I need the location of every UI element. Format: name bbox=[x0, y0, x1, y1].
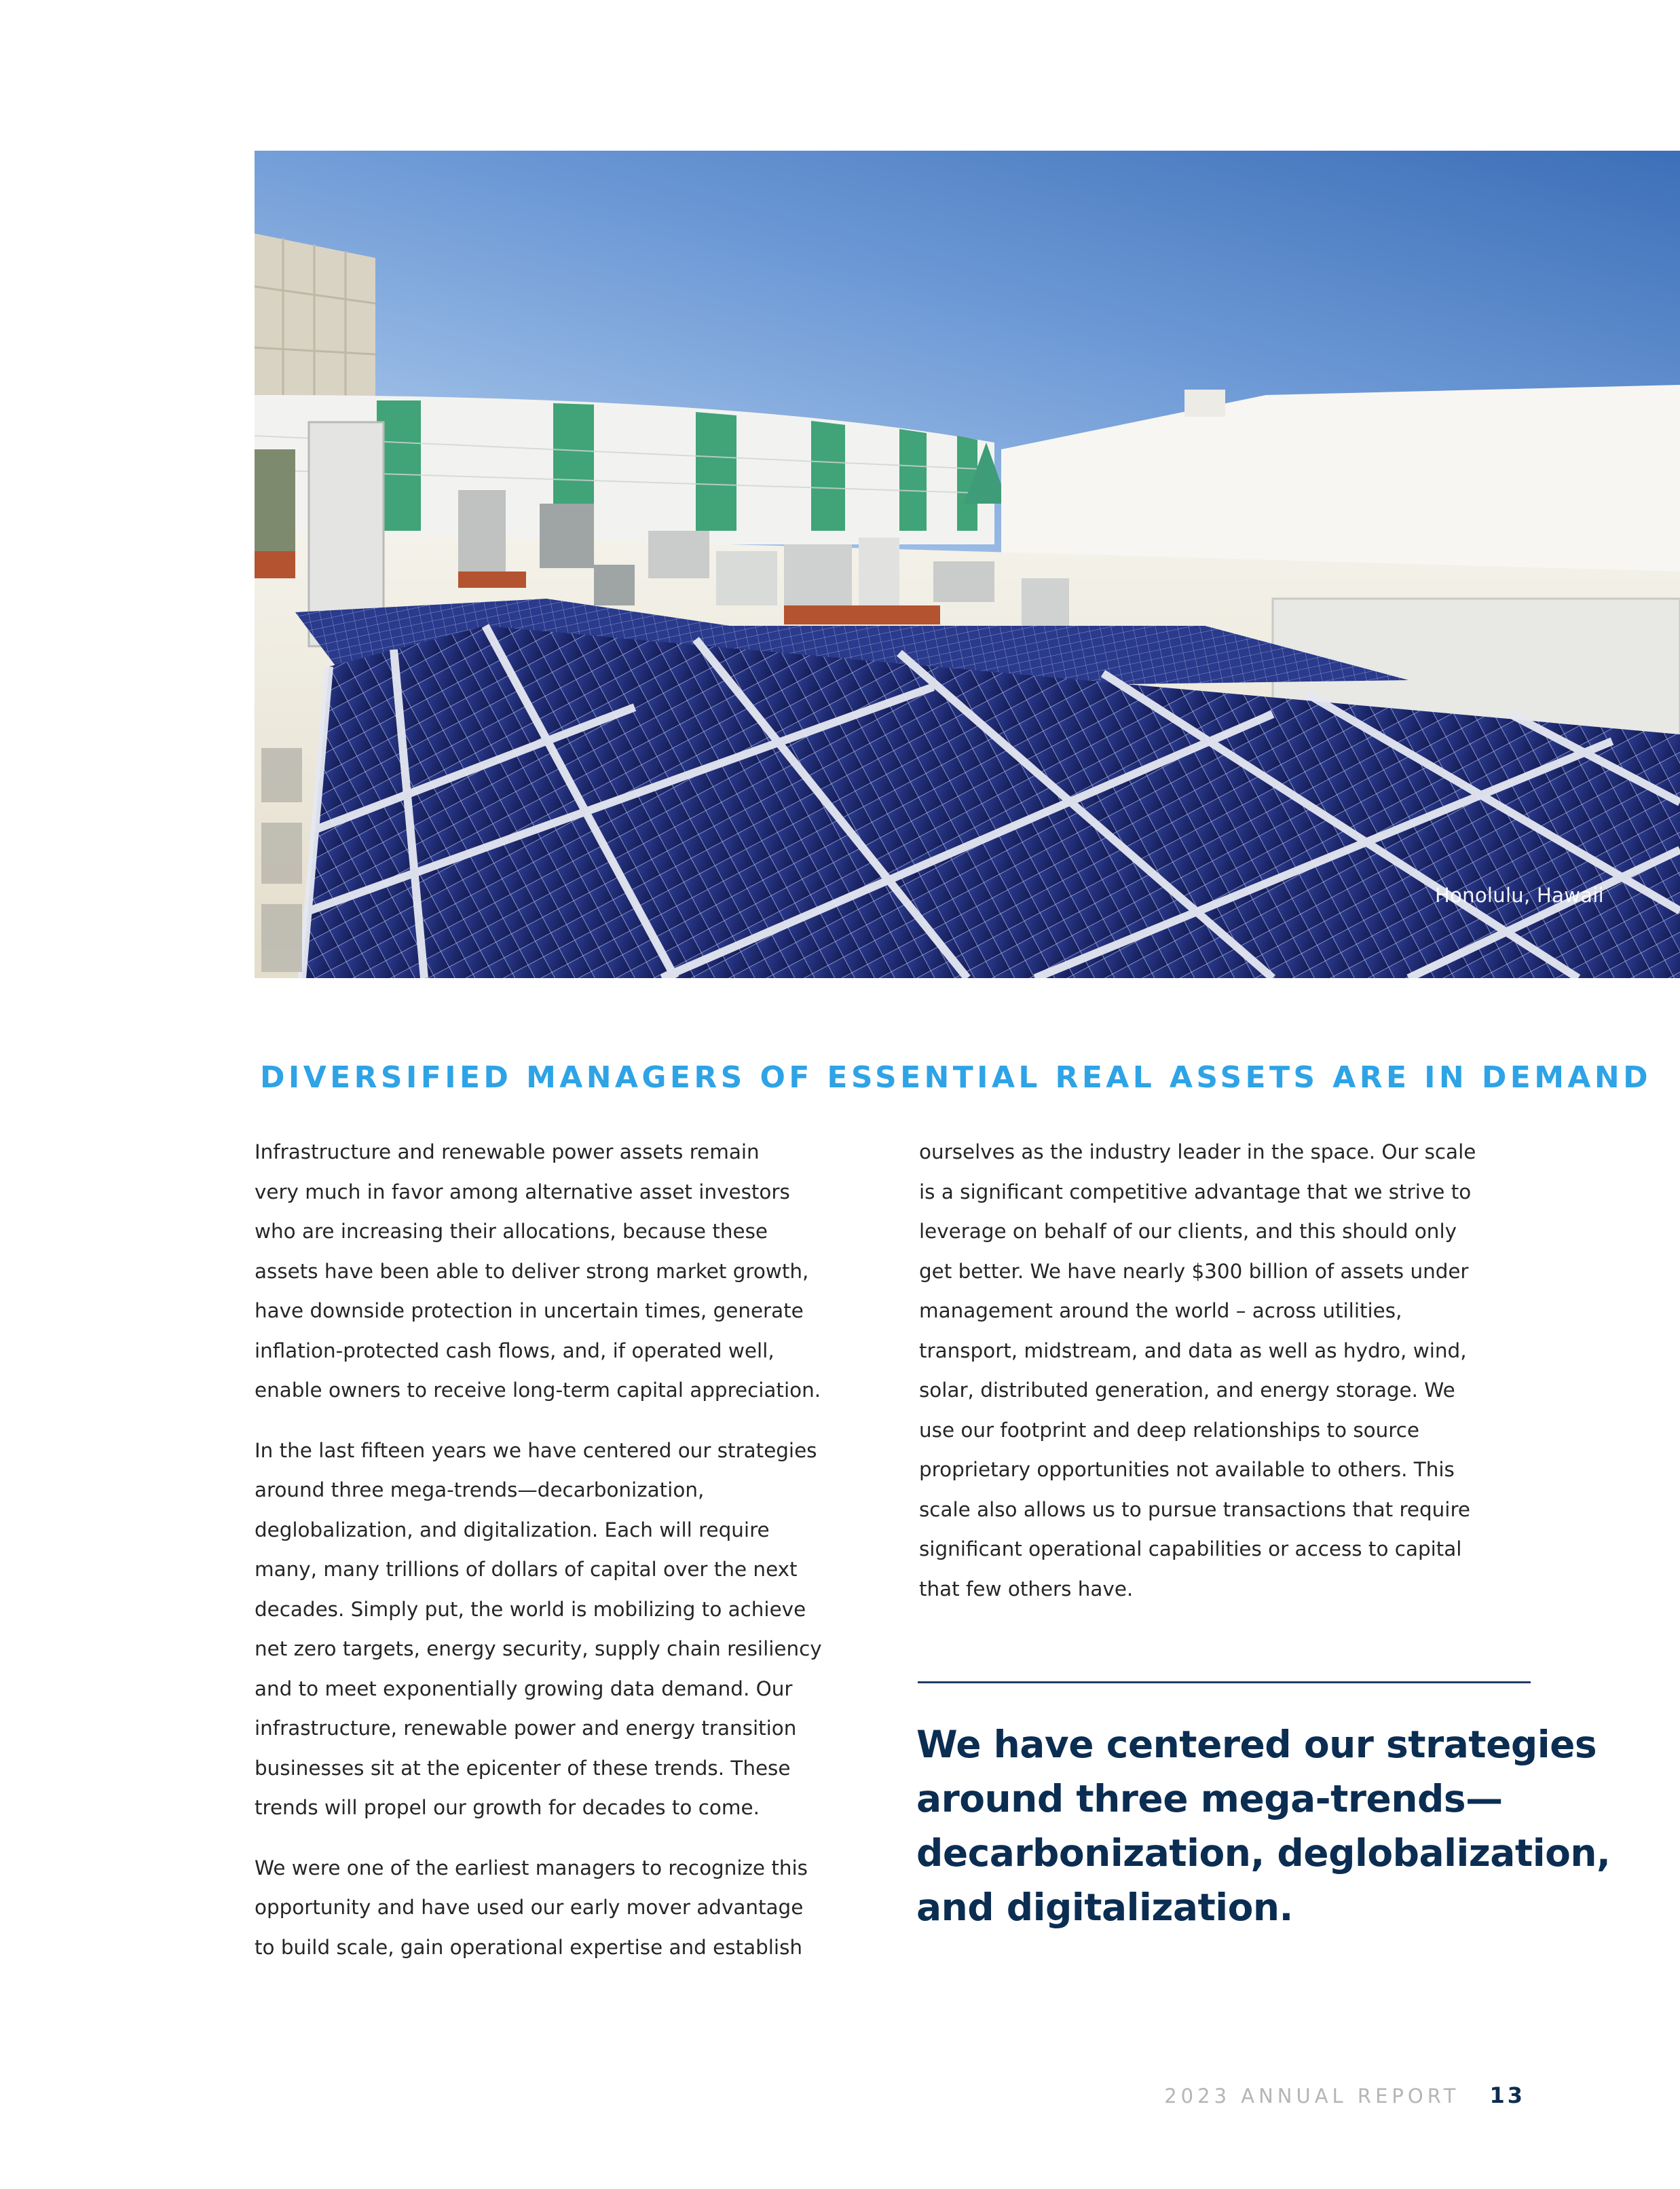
paragraph bbox=[255, 1132, 859, 1410]
text-line: opportunity and have used our early mover advantage bbox=[255, 1896, 804, 1919]
text-line: is a significant competitive advantage that we strive to bbox=[919, 1180, 1472, 1203]
text-line: around three mega-trends—decarbonization, bbox=[255, 1478, 705, 1501]
text-line: to build scale, gain operational expertise and establish bbox=[255, 1935, 803, 1959]
text-line: and to meet exponentially growing data demand. Our bbox=[255, 1677, 793, 1700]
text-line: many, many trillions of dollars of capital over the next bbox=[255, 1558, 798, 1581]
text-line: assets have been able to deliver strong market growth, bbox=[255, 1259, 809, 1283]
text-line: use our footprint and deep relationships to source bbox=[919, 1418, 1419, 1442]
text-line: significant operational capabilities or access to capital bbox=[919, 1537, 1462, 1560]
body-right-column bbox=[919, 1132, 1523, 1629]
paragraph bbox=[919, 1132, 1523, 1609]
text-line: enable owners to receive long-term capital appreciation. bbox=[255, 1379, 821, 1402]
text-line: that few others have. bbox=[919, 1577, 1134, 1601]
hero-photo-solar-rooftop bbox=[255, 151, 1680, 978]
pull-quote-line: and digitalization. bbox=[916, 1886, 1293, 1929]
text-line: scale also allows us to pursue transactions that require bbox=[919, 1497, 1470, 1521]
text-line: have downside protection in uncertain times, generate bbox=[255, 1299, 804, 1322]
text-line: In the last fifteen years we have centered our strategies bbox=[255, 1438, 817, 1462]
paragraph bbox=[255, 1848, 859, 1968]
section-heading: DIVERSIFIED MANAGERS OF ESSENTIAL REAL ASSETS ARE IN DEMAND bbox=[260, 1060, 1652, 1095]
pull-quote bbox=[916, 1717, 1611, 1934]
text-line: net zero targets, energy security, supply chain resiliency bbox=[255, 1637, 822, 1660]
page-number: 13 bbox=[1489, 2082, 1525, 2108]
text-line: businesses sit at the epicenter of these trends. These bbox=[255, 1756, 791, 1780]
pull-quote-divider bbox=[918, 1681, 1531, 1683]
solar-panels-image bbox=[255, 151, 1680, 978]
text-line: solar, distributed generation, and energy storage. We bbox=[919, 1379, 1455, 1402]
text-line: inflation-protected cash flows, and, if operated well, bbox=[255, 1339, 774, 1362]
report-title: 2023 ANNUAL REPORT bbox=[1164, 2084, 1460, 2108]
pull-quote-line: around three mega-trends— bbox=[916, 1777, 1503, 1820]
text-line: ourselves as the industry leader in the space. Our scale bbox=[919, 1140, 1476, 1163]
text-line: trends will propel our growth for decades to come. bbox=[255, 1796, 760, 1819]
body-left-column bbox=[255, 1132, 859, 1987]
text-line: Infrastructure and renewable power assets remain bbox=[255, 1140, 760, 1163]
text-line: who are increasing their allocations, because these bbox=[255, 1220, 768, 1243]
text-line: get better. We have nearly $300 billion of assets under bbox=[919, 1259, 1469, 1283]
paragraph bbox=[255, 1431, 859, 1828]
text-line: transport, midstream, and data as well as hydro, wind, bbox=[919, 1339, 1467, 1362]
pull-quote-line: We have centered our strategies bbox=[916, 1723, 1597, 1766]
text-line: deglobalization, and digitalization. Each will require bbox=[255, 1518, 770, 1541]
text-line: leverage on behalf of our clients, and this should only bbox=[919, 1220, 1457, 1243]
photo-caption: Honolulu, Hawaii bbox=[1435, 884, 1604, 907]
page-footer bbox=[1164, 2082, 1525, 2108]
text-line: proprietary opportunities not available to others. This bbox=[919, 1458, 1455, 1481]
text-line: We were one of the earliest managers to recognize this bbox=[255, 1856, 808, 1879]
text-line: decades. Simply put, the world is mobilizing to achieve bbox=[255, 1597, 806, 1621]
pull-quote-line: decarbonization, deglobalization, bbox=[916, 1831, 1611, 1875]
text-line: infrastructure, renewable power and energy transition bbox=[255, 1717, 797, 1740]
text-line: management around the world – across utilities, bbox=[919, 1299, 1402, 1322]
text-line: very much in favor among alternative asset investors bbox=[255, 1180, 790, 1203]
